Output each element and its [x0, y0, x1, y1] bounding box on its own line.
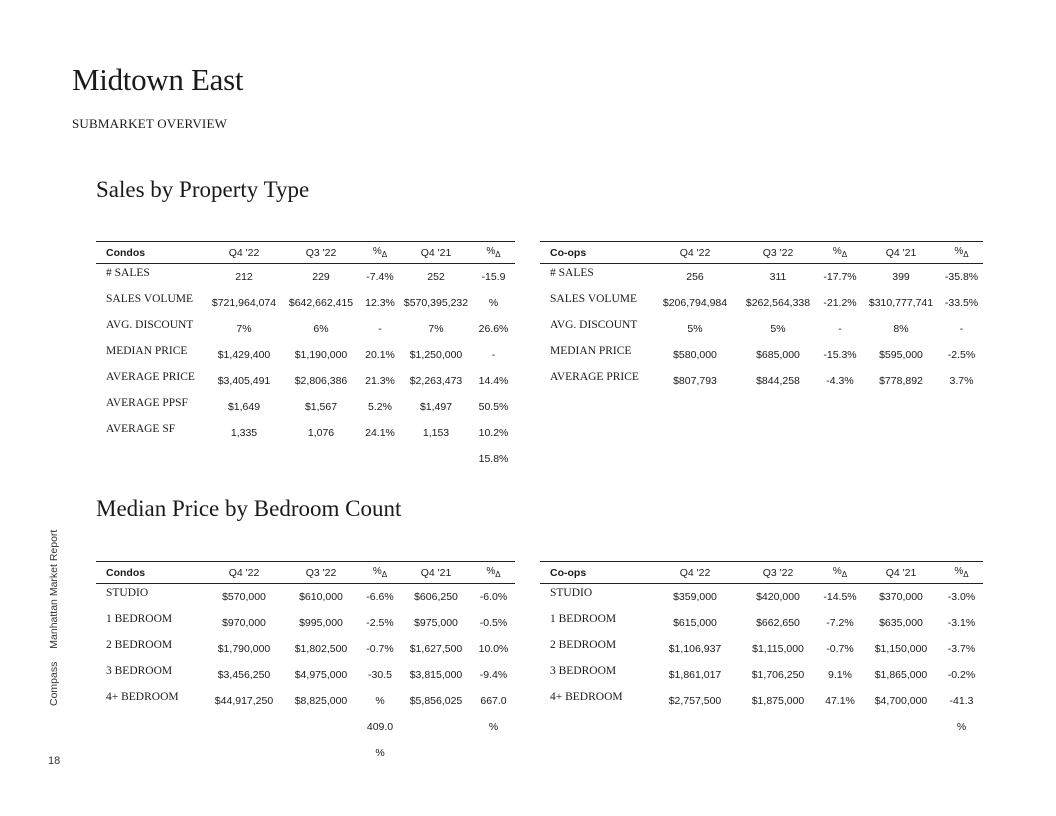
value-q4-22: $807,793 — [673, 374, 717, 387]
row-label: 4+ BEDROOM — [550, 690, 623, 703]
table-row — [96, 342, 515, 368]
value-q3-22 — [282, 446, 360, 472]
header-q4-22: Q4 '22 — [206, 562, 282, 584]
pct-change-yoy: % — [956, 720, 967, 733]
table-row — [96, 264, 515, 290]
value-q4-21: $2,263,473 — [409, 374, 463, 387]
table-row — [540, 316, 983, 342]
pct-change: -6.6% — [366, 590, 394, 603]
table-row — [96, 740, 515, 766]
row-label: AVG. DISCOUNT — [550, 318, 638, 331]
value-q4-22: $1,790,000 — [217, 642, 271, 655]
pct-change: -0.7% — [826, 642, 854, 655]
value-q3-22: $4,975,000 — [294, 668, 348, 681]
pct-change: -4.3% — [826, 374, 854, 387]
value-q4-22: $3,405,491 — [217, 374, 271, 387]
value-q3-22 — [282, 714, 360, 740]
value-q3-22: $1,190,000 — [294, 348, 348, 361]
value-q4-21: 8% — [893, 322, 909, 335]
pct-change-yoy: -6.0% — [479, 590, 508, 603]
header-q3-22: Q3 '22 — [738, 562, 818, 584]
header-type: Co-ops — [540, 242, 652, 264]
header-q4-21: Q4 '21 — [862, 242, 940, 264]
value-q4-21: $975,000 — [414, 616, 458, 629]
pct-change-yoy: -0.5% — [479, 616, 508, 629]
table-row — [540, 662, 983, 688]
value-q3-22: 6% — [313, 322, 329, 335]
pct-change-yoy: 10.2% — [478, 426, 509, 439]
value-q4-22: $44,917,250 — [214, 694, 274, 707]
pct-change: % — [375, 746, 385, 759]
value-q4-21: 252 — [427, 270, 445, 283]
value-q4-21 — [400, 740, 472, 766]
pct-change-yoy: -41.3 — [949, 694, 974, 707]
value-q3-22: $685,000 — [756, 348, 800, 361]
header-q4-21: Q4 '21 — [400, 242, 472, 264]
value-q4-21 — [862, 714, 940, 740]
value-q4-22: $615,000 — [673, 616, 717, 629]
pct-change-yoy — [472, 740, 515, 766]
pct-change: 409.0 — [366, 720, 394, 733]
pct-change-yoy: 15.8% — [478, 452, 509, 465]
pct-change-yoy: 14.4% — [478, 374, 509, 387]
value-q4-21: $1,497 — [419, 400, 453, 413]
row-label: 4+ BEDROOM — [106, 690, 179, 703]
table-row — [96, 394, 515, 420]
table-row — [540, 714, 983, 740]
value-q4-21: $4,700,000 — [874, 694, 928, 707]
pct-change-yoy: -3.1% — [947, 616, 976, 629]
pct-change: 21.3% — [365, 374, 395, 387]
pct-change: -0.7% — [366, 642, 394, 655]
value-q4-22: 1,335 — [230, 426, 258, 439]
sidebar-label — [48, 520, 60, 706]
header-q4-21: Q4 '21 — [400, 562, 472, 584]
value-q3-22: $1,802,500 — [294, 642, 348, 655]
value-q4-22 — [652, 714, 738, 740]
header-q3-22: Q3 '22 — [282, 562, 360, 584]
value-q4-22: 5% — [687, 322, 703, 335]
pct-change-yoy: -3.7% — [947, 642, 976, 655]
pct-change-yoy: -2.5% — [947, 348, 976, 361]
header-pct-change: $\%_\Delta$ — [360, 242, 400, 264]
value-q4-21: $595,000 — [879, 348, 923, 361]
value-q4-22: $206,794,984 — [662, 296, 728, 309]
row-label — [540, 714, 652, 740]
header-q4-22: Q4 '22 — [652, 562, 738, 584]
table-header-row — [96, 562, 515, 584]
row-label: 1 BEDROOM — [106, 612, 173, 625]
table-row — [540, 290, 983, 316]
section-title-median: Median Price by Bedroom Count — [96, 496, 402, 521]
header-q4-21: Q4 '21 — [862, 562, 940, 584]
value-q4-22: $580,000 — [673, 348, 717, 361]
header-q3-22: Q3 '22 — [738, 242, 818, 264]
pct-change-yoy: -33.5% — [944, 296, 979, 309]
row-label: AVG. DISCOUNT — [106, 318, 194, 331]
table-row — [540, 264, 983, 290]
table-row — [96, 446, 515, 472]
value-q4-21: 399 — [892, 270, 910, 283]
table-header-row — [540, 242, 983, 264]
pct-change: -14.5% — [823, 590, 857, 603]
pct-change-yoy: -0.2% — [947, 668, 976, 681]
value-q4-22 — [206, 714, 282, 740]
value-q4-22: $721,964,074 — [211, 296, 277, 309]
value-q4-21: $3,815,000 — [409, 668, 463, 681]
pct-change — [818, 714, 862, 740]
header-type: Condos — [96, 242, 206, 264]
value-q4-21: $570,395,232 — [403, 296, 469, 309]
page-title: Midtown East — [72, 62, 244, 97]
value-q3-22: $1,875,000 — [751, 694, 805, 707]
value-q3-22: 229 — [312, 270, 330, 283]
sales-condos-table — [96, 241, 515, 472]
row-label: 2 BEDROOM — [550, 638, 617, 651]
header-pct-change: $\%_\Delta$ — [818, 242, 862, 264]
sales-coops-table — [540, 241, 983, 394]
value-q4-22: 212 — [235, 270, 253, 283]
value-q4-21: $1,865,000 — [874, 668, 928, 681]
value-q4-21: $635,000 — [879, 616, 923, 629]
value-q3-22: 5% — [770, 322, 786, 335]
pct-change-yoy: 3.7% — [949, 374, 974, 387]
table-row — [96, 420, 515, 446]
row-label: 3 BEDROOM — [550, 664, 617, 677]
table-row — [96, 290, 515, 316]
sidebar-report: Manhattan Market Report — [48, 529, 60, 649]
value-q3-22: $262,564,338 — [745, 296, 811, 309]
pct-change: 24.1% — [365, 426, 395, 439]
pct-change: 20.1% — [365, 348, 395, 361]
value-q4-21: $606,250 — [414, 590, 458, 603]
value-q4-22: $1,861,017 — [668, 668, 722, 681]
pct-change-yoy: -3.0% — [947, 590, 976, 603]
row-label: # SALES — [106, 267, 150, 279]
page-subtitle: SUBMARKET OVERVIEW — [72, 116, 228, 131]
row-label: 2 BEDROOM — [106, 638, 173, 651]
value-q4-22 — [206, 740, 282, 766]
value-q4-21: $310,777,741 — [868, 296, 934, 309]
value-q4-21: $1,250,000 — [409, 348, 463, 361]
pct-change-yoy: 667.0 — [480, 694, 507, 707]
table-row — [96, 368, 515, 394]
pct-change-yoy: % — [488, 296, 499, 309]
row-label: 3 BEDROOM — [106, 664, 173, 677]
header-q4-22: Q4 '22 — [206, 242, 282, 264]
value-q4-21: $1,150,000 — [874, 642, 928, 655]
table-row — [96, 610, 515, 636]
pct-change: -7.2% — [826, 616, 854, 629]
value-q4-21: 1,153 — [422, 426, 450, 439]
value-q4-21 — [400, 446, 472, 472]
table-row — [540, 610, 983, 636]
section-title-sales: Sales by Property Type — [96, 177, 310, 202]
pct-change-yoy: 10.0% — [478, 642, 509, 655]
header-pct-change-yoy: $\%_\Delta$ — [940, 562, 983, 584]
value-q4-21: $370,000 — [879, 590, 923, 603]
row-label: MEDIAN PRICE — [550, 344, 632, 357]
table-row — [96, 714, 515, 740]
table-row — [540, 584, 983, 610]
header-pct-change: $\%_\Delta$ — [360, 562, 400, 584]
table-row — [96, 584, 515, 610]
pct-change — [360, 446, 400, 472]
pct-change: 12.3% — [365, 296, 395, 309]
row-label — [96, 740, 206, 766]
pct-change: - — [378, 322, 382, 335]
pct-change: 47.1% — [825, 694, 855, 707]
pct-change-yoy: % — [488, 720, 499, 733]
header-type: Condos — [96, 562, 206, 584]
header-type: Co-ops — [540, 562, 652, 584]
sidebar-brand: Compass — [48, 661, 60, 706]
page-number: 18 — [48, 755, 61, 767]
row-label: 1 BEDROOM — [550, 612, 617, 625]
pct-change-yoy: 50.5% — [478, 400, 509, 413]
value-q4-21: 7% — [428, 322, 444, 335]
value-q3-22: $1,567 — [304, 400, 338, 413]
pct-change: % — [375, 694, 385, 707]
value-q3-22: $844,258 — [756, 374, 800, 387]
value-q4-22: 256 — [686, 270, 704, 283]
pct-change: - — [838, 322, 842, 335]
value-q4-22: $359,000 — [673, 590, 717, 603]
value-q3-22: $995,000 — [299, 616, 343, 629]
row-label — [96, 446, 206, 472]
header-pct-change-yoy: $\%_\Delta$ — [940, 242, 983, 264]
value-q4-22: $1,429,400 — [217, 348, 271, 361]
header-pct-change-yoy: $\%_\Delta$ — [472, 562, 515, 584]
pct-change: 9.1% — [828, 668, 852, 681]
row-label: SALES VOLUME — [106, 292, 194, 305]
value-q3-22: 1,076 — [307, 426, 335, 439]
value-q3-22: $662,650 — [756, 616, 800, 629]
pct-change: -7.4% — [366, 270, 394, 283]
pct-change: 5.2% — [368, 400, 392, 413]
value-q4-22: $570,000 — [222, 590, 266, 603]
header-pct-change: $\%_\Delta$ — [818, 562, 862, 584]
value-q4-21 — [400, 714, 472, 740]
value-q4-22: $1,649 — [227, 400, 261, 413]
value-q3-22: $1,706,250 — [751, 668, 805, 681]
table-row — [540, 342, 983, 368]
row-label: SALES VOLUME — [550, 292, 638, 305]
row-label: STUDIO — [550, 587, 593, 599]
value-q4-22: $1,106,937 — [668, 642, 722, 655]
row-label: MEDIAN PRICE — [106, 344, 188, 357]
table-row — [540, 368, 983, 394]
value-q4-22: $970,000 — [222, 616, 266, 629]
pct-change-yoy: -15.9 — [481, 270, 506, 283]
header-q3-22: Q3 '22 — [282, 242, 360, 264]
row-label: AVERAGE SF — [106, 422, 176, 435]
value-q3-22: $1,115,000 — [752, 642, 804, 655]
value-q4-21: $5,856,025 — [409, 694, 463, 707]
table-header-row — [540, 562, 983, 584]
pct-change: -2.5% — [366, 616, 394, 629]
table-row — [540, 688, 983, 714]
value-q3-22: $610,000 — [299, 590, 343, 603]
row-label: AVERAGE PRICE — [550, 370, 639, 383]
pct-change: -17.7% — [823, 270, 857, 283]
pct-change-yoy: - — [491, 348, 496, 361]
value-q4-22: $3,456,250 — [217, 668, 271, 681]
row-label: AVERAGE PRICE — [106, 370, 195, 383]
header-pct-change-yoy: $\%_\Delta$ — [472, 242, 515, 264]
row-label: AVERAGE PPSF — [106, 396, 188, 409]
value-q3-22: $642,662,415 — [288, 296, 354, 309]
table-row — [96, 662, 515, 688]
pct-change-yoy: 26.6% — [478, 322, 509, 335]
median-coops-table — [540, 561, 983, 740]
pct-change-yoy: - — [959, 322, 964, 335]
median-condos-table — [96, 561, 515, 766]
table-row — [540, 636, 983, 662]
row-label — [96, 714, 206, 740]
pct-change-yoy: -35.8% — [944, 270, 979, 283]
value-q4-22: 7% — [236, 322, 252, 335]
value-q3-22 — [738, 714, 818, 740]
value-q3-22: $420,000 — [756, 590, 800, 603]
row-label: # SALES — [550, 267, 594, 279]
value-q4-22: $2,757,500 — [668, 694, 722, 707]
pct-change-yoy: -9.4% — [479, 668, 508, 681]
header-q4-22: Q4 '22 — [652, 242, 738, 264]
table-header-row — [96, 242, 515, 264]
value-q4-21: $1,627,500 — [409, 642, 463, 655]
value-q3-22: 311 — [769, 270, 787, 283]
table-row — [96, 688, 515, 714]
value-q4-22 — [206, 446, 282, 472]
value-q3-22: $8,825,000 — [294, 694, 348, 707]
value-q3-22: $2,806,386 — [294, 374, 348, 387]
table-row — [96, 636, 515, 662]
table-row — [96, 316, 515, 342]
pct-change: -30.5 — [368, 668, 392, 681]
pct-change: -21.2% — [823, 296, 857, 309]
pct-change: -15.3% — [823, 348, 857, 361]
value-q3-22 — [282, 740, 360, 766]
row-label: STUDIO — [106, 587, 149, 599]
value-q4-21: $778,892 — [879, 374, 923, 387]
